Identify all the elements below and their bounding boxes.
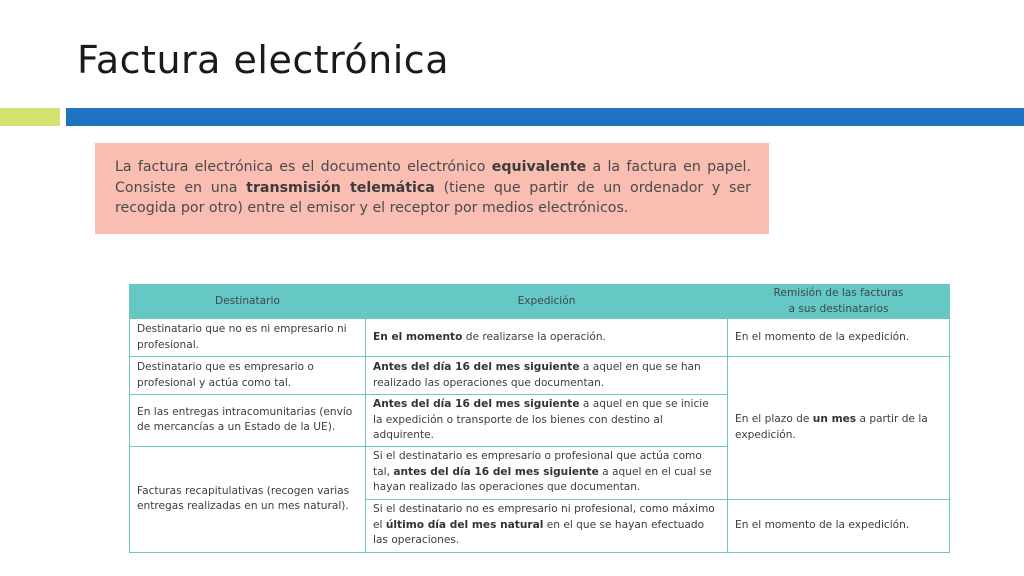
definition-text: La factura electrónica es el documento electrónico xyxy=(115,159,492,175)
cell-text: en el que se hayan efectuado las operaciones. xyxy=(373,518,705,547)
cell-bold: un mes xyxy=(812,413,857,426)
cell-remision: En el momento de la expedición. xyxy=(728,499,950,552)
definition-text: a la factura en papel. Consiste en una xyxy=(115,159,751,196)
header-remision xyxy=(728,285,950,319)
cell-bold: Antes del día 16 del mes siguiente xyxy=(373,361,580,373)
cell-bold: Antes del día 16 del mes siguiente xyxy=(373,398,580,410)
header-expedicion: Expedición xyxy=(366,285,728,319)
cell-destinatario: Destinatario que es empresario o profesional y actúa como tal. xyxy=(130,357,366,395)
header-destinatario: Destinatario xyxy=(130,285,366,319)
definition-text: (tiene que partir de un ordenador y ser recogida por otro) entre el emisor y el receptor por medios electrónicos. xyxy=(115,179,752,216)
cell-remision xyxy=(728,357,950,500)
invoice-table xyxy=(129,284,950,553)
cell-text: a partir de la expedición. xyxy=(735,413,928,441)
cell-expedicion xyxy=(366,395,728,447)
cell-expedicion xyxy=(366,357,728,395)
cell-expedicion xyxy=(366,319,728,357)
header-remision-line2: a sus destinatarios xyxy=(788,302,889,315)
cell-bold: último día del mes natural xyxy=(385,518,544,531)
slide-title: Factura electrónica xyxy=(77,38,449,82)
cell-text: Si el destinatario no es empresario ni profesional, como máximo el xyxy=(373,503,715,531)
header-remision-line1: Remisión de las facturas xyxy=(773,287,904,299)
cell-expedicion xyxy=(366,499,728,552)
cell-text: de realizarse la operación. xyxy=(462,330,606,343)
cell-text: En el plazo de xyxy=(735,413,813,426)
table-row xyxy=(130,319,950,357)
cell-text: a aquel en que se inicie la expedición o transporte de los bienes con destino al adquirente. xyxy=(373,398,709,441)
cell-destinatario: En las entregas intracomunitarias (envío de mercancías a un Estado de la UE). xyxy=(130,395,366,447)
cell-expedicion xyxy=(366,446,728,499)
definition-bold-equivalente: equivalente xyxy=(491,159,587,175)
cell-text: a aquel en que se han realizado las operaciones que documentan. xyxy=(373,361,701,389)
cell-destinatario: Facturas recapitulativas (recogen varias entregas realizadas en un mes natural). xyxy=(130,446,366,552)
definition-bold-transmision: transmisión telemática xyxy=(246,179,435,196)
cell-bold: antes del día 16 del mes siguiente xyxy=(393,465,599,478)
cell-destinatario: Destinatario que no es ni empresario ni profesional. xyxy=(130,319,366,357)
cell-bold: En el momento xyxy=(373,330,463,343)
table-row xyxy=(130,357,950,395)
accent-bar-green xyxy=(0,108,60,126)
definition-box xyxy=(95,143,769,234)
accent-bar-blue xyxy=(66,108,1024,126)
cell-text: Si el destinatario es empresario o profesional que actúa como tal, xyxy=(373,450,702,478)
table-header-row xyxy=(130,285,950,319)
cell-remision: En el momento de la expedición. xyxy=(728,319,950,357)
cell-text: a aquel en el cual se hayan realizado las operaciones que documentan. xyxy=(373,465,712,494)
